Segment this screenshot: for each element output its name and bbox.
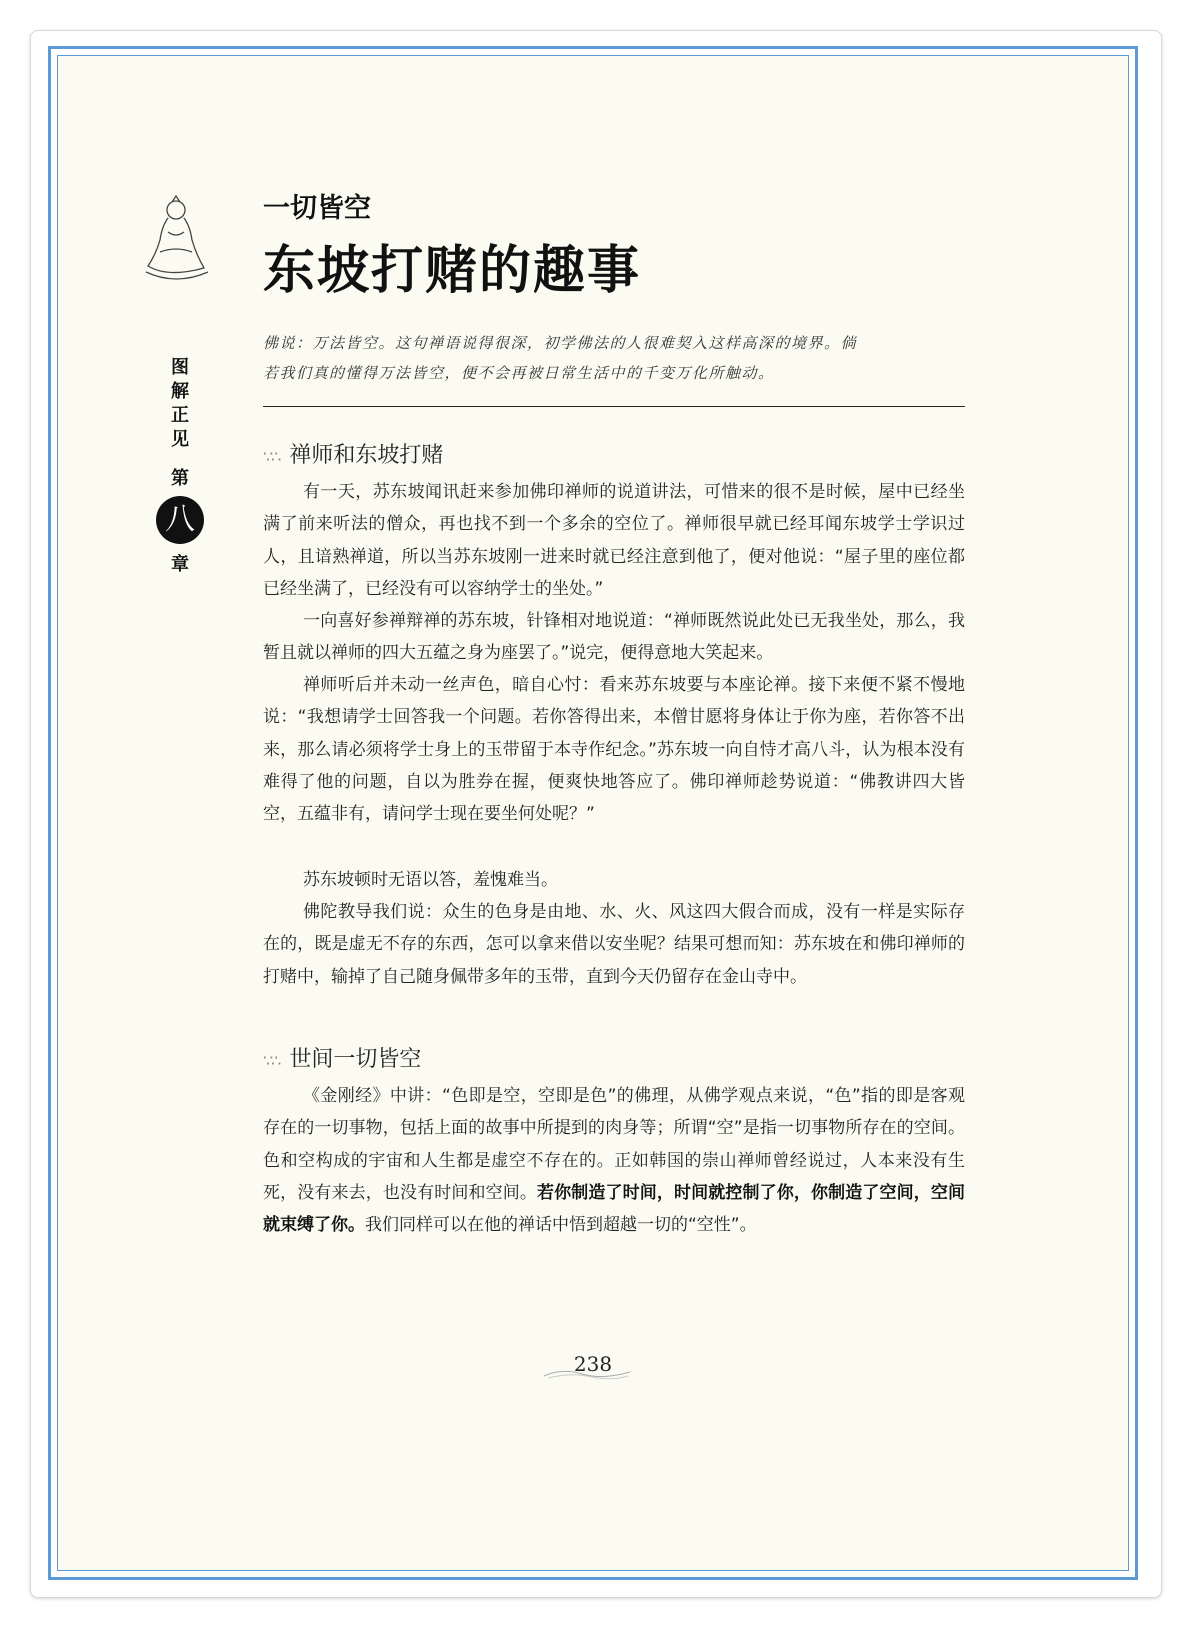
book-title-char: 正: [171, 405, 189, 426]
section-heading-text: 禅师和东坡打赌: [289, 443, 444, 468]
book-title-char: 见: [171, 429, 189, 450]
section-heading: [263, 438, 443, 469]
book-title-char: 图: [171, 357, 189, 378]
intro-line: 佛说：万法皆空。这句禅语说得很深，初学佛法的人很难契入这样高深的境界。倘: [263, 334, 858, 352]
page-title: 东坡打赌的趣事: [263, 240, 642, 301]
flourish-icon: ∵∴: [263, 447, 280, 466]
section-subtitle: 一切皆空: [263, 193, 371, 224]
meditating-monk-illustration: [138, 192, 212, 288]
page-number: 238: [573, 1352, 613, 1376]
intro-quote: [263, 328, 963, 388]
paragraph: 禅师听后并未动一丝声色，暗自心忖：看来苏东坡要与本座论禅。接下来便不紧不慢地说：“我想请学士回答我一个问题。若你答得出来，本僧甘愿将身体让于你为座，若你答不出来，那么请必须将学士身上的玉带留于本寺作纪念。”苏东坡一向自恃才高八斗，认为根本没有难得了他的问题，自以为胜券在握，便爽快地答应了。佛印禅师趁势说道：“佛教讲四大皆空，五蕴非有，请问学士现在要坐何处呢？”: [263, 675, 965, 825]
chapter-label: [166, 464, 194, 576]
book-title-vertical: [166, 356, 194, 452]
page-content: [57, 55, 1129, 1571]
chapter-suffix: 章: [171, 554, 189, 575]
book-title-char: 解: [171, 381, 189, 402]
paragraph-emphasis: 若你制造了时间，时间就控制了你，你制造了空间，空间就束缚了你。: [263, 1182, 965, 1236]
paragraph: 苏东坡顿时无语以答，羞愧难当。: [303, 870, 558, 890]
page-frame: [48, 46, 1138, 1580]
paragraph: 佛陀教导我们说：众生的色身是由地、水、火、风这四大假合而成，没有一样是实际存在的，既是虚无不存的东西，怎可以拿来借以安坐呢？结果可想而知：苏东坡在和佛印禅师的打赌中，输掉了自己随身佩带多年的玉带，直到今天仍留存在金山寺中。: [263, 902, 965, 987]
paragraph: 有一天，苏东坡闻讯赶来参加佛印禅师的说道讲法，可惜来的很不是时候，屋中已经坐满了前来听法的僧众，再也找不到一个多余的空位了。禅师很早就已经耳闻东坡学士学识过人，且谙熟禅道，所以当苏东坡刚一进来时就已经注意到他了，便对他说：“屋子里的座位都已经坐满了，已经没有可以容纳学士的坐处。”: [263, 482, 965, 599]
paragraph: 一向喜好参禅辩禅的苏东坡，针锋相对地说道：“禅师既然说此处已无我坐处，那么，我暂且就以禅师的四大五蕴之身为座罢了。”说完，便得意地大笑起来。: [263, 611, 965, 664]
intro-line: 若我们真的懂得万法皆空，便不会再被日常生活中的千变万化所触动。: [263, 364, 775, 382]
paragraph-text: 《金刚经》中讲：“色即是空，空即是色”的佛理，从佛学观点来说，“色”指的即是客观存在的一切事物，包括上面的故事中所提到的肉身等；所谓“空”是指一切事物所存在的空间。色和空构成的宇宙和人生都是虚空不存在的。正如韩国的崇山禅师曾经说过，人本来没有生死，没有来去，也没有时间和空间。: [263, 1086, 965, 1203]
paragraph-text: 我们同样可以在他的禅话中悟到超越一切的“空性”。: [365, 1215, 757, 1236]
chapter-prefix: 第: [171, 468, 189, 489]
flourish-icon: ∵∴: [263, 1051, 280, 1070]
section-heading: [263, 1042, 421, 1073]
paragraph: [263, 1080, 965, 1241]
section-heading-text: 世间一切皆空: [289, 1047, 422, 1072]
chapter-number-badge: 八: [156, 496, 204, 544]
divider-rule: [263, 406, 965, 407]
